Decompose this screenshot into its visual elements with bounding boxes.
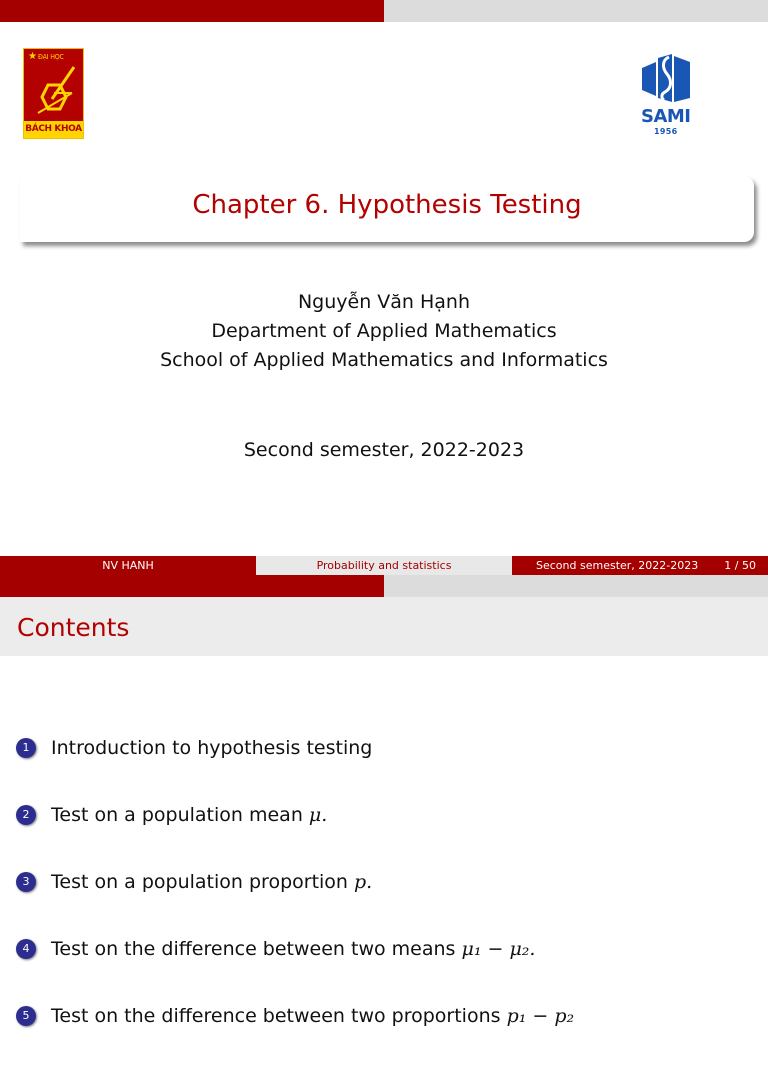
toc-number-bullet: 4	[16, 939, 36, 959]
contents-list	[16, 733, 756, 1068]
slide2-header-bar	[0, 575, 768, 597]
footer-page-number: 1 / 50	[724, 559, 756, 572]
date-line: Second semester, 2022-2023	[243, 439, 525, 461]
toc-number-bullet: 1	[16, 738, 36, 758]
toc-item-math: p.	[354, 871, 373, 893]
toc-item[interactable]	[16, 800, 756, 867]
footer-semester: Second semester, 2022-2023	[536, 559, 699, 572]
toc-item-text: Introduction to hypothesis testing	[51, 737, 373, 759]
header-bar-gray	[384, 0, 768, 22]
toc-number-bullet: 3	[16, 872, 36, 892]
author-block	[0, 288, 768, 375]
toc-item-math: μ.	[308, 804, 328, 826]
footer-course: Probability and statistics	[256, 556, 512, 575]
sami-emblem-icon	[636, 54, 700, 106]
toc-item[interactable]	[16, 934, 756, 1001]
toc-item-label	[51, 1001, 574, 1031]
toc-number-bullet: 5	[16, 1006, 36, 1026]
star-icon: ★	[28, 51, 37, 62]
toc-item[interactable]	[16, 1001, 756, 1068]
hust-logo	[23, 48, 84, 139]
slide-title: Chapter 6. Hypothesis Testing	[192, 190, 582, 220]
toc-item-text: Test on a population mean	[51, 804, 309, 826]
hust-logo-bottom-text: BÁCH KHOA	[24, 121, 83, 138]
title-box	[20, 176, 754, 242]
toc-item-math: p₁ − p₂	[506, 1005, 575, 1027]
sami-logo-name: SAMI	[641, 106, 691, 127]
slide2-header-bar-gray	[384, 575, 768, 597]
toc-item-label	[51, 867, 372, 897]
department-name: Department of Applied Mathematics	[211, 320, 557, 342]
slide2-header-bar-red	[0, 575, 384, 597]
toc-item-math: μ₁ − μ₂.	[461, 938, 536, 960]
author-name: Nguyễn Văn Hạnh	[297, 291, 471, 313]
sami-logo-year: 1956	[654, 127, 678, 136]
toc-number-bullet: 2	[16, 805, 36, 825]
compass-gear-icon	[28, 63, 80, 121]
toc-item[interactable]	[16, 733, 756, 800]
toc-item-text: Test on a population proportion	[51, 871, 354, 893]
school-name: School of Applied Mathematics and Informatics	[160, 349, 608, 371]
hust-logo-top-text: ĐẠI HỌC	[38, 53, 64, 61]
contents-heading: Contents	[17, 613, 130, 642]
toc-item-label	[51, 934, 535, 964]
toc-item-text: Test on the difference between two proportions	[51, 1005, 507, 1027]
contents-title-bar	[0, 597, 768, 656]
footer-right	[512, 556, 768, 575]
toc-item-label	[51, 733, 372, 763]
header-bar-red	[0, 0, 384, 22]
toc-item-text: Test on the difference between two means	[51, 938, 462, 960]
top-header-bar	[0, 0, 768, 22]
footer-author: NV HANH	[0, 556, 256, 575]
slide-footer	[0, 556, 768, 575]
sami-logo	[636, 54, 700, 140]
toc-item[interactable]	[16, 867, 756, 934]
toc-item-label	[51, 800, 327, 830]
